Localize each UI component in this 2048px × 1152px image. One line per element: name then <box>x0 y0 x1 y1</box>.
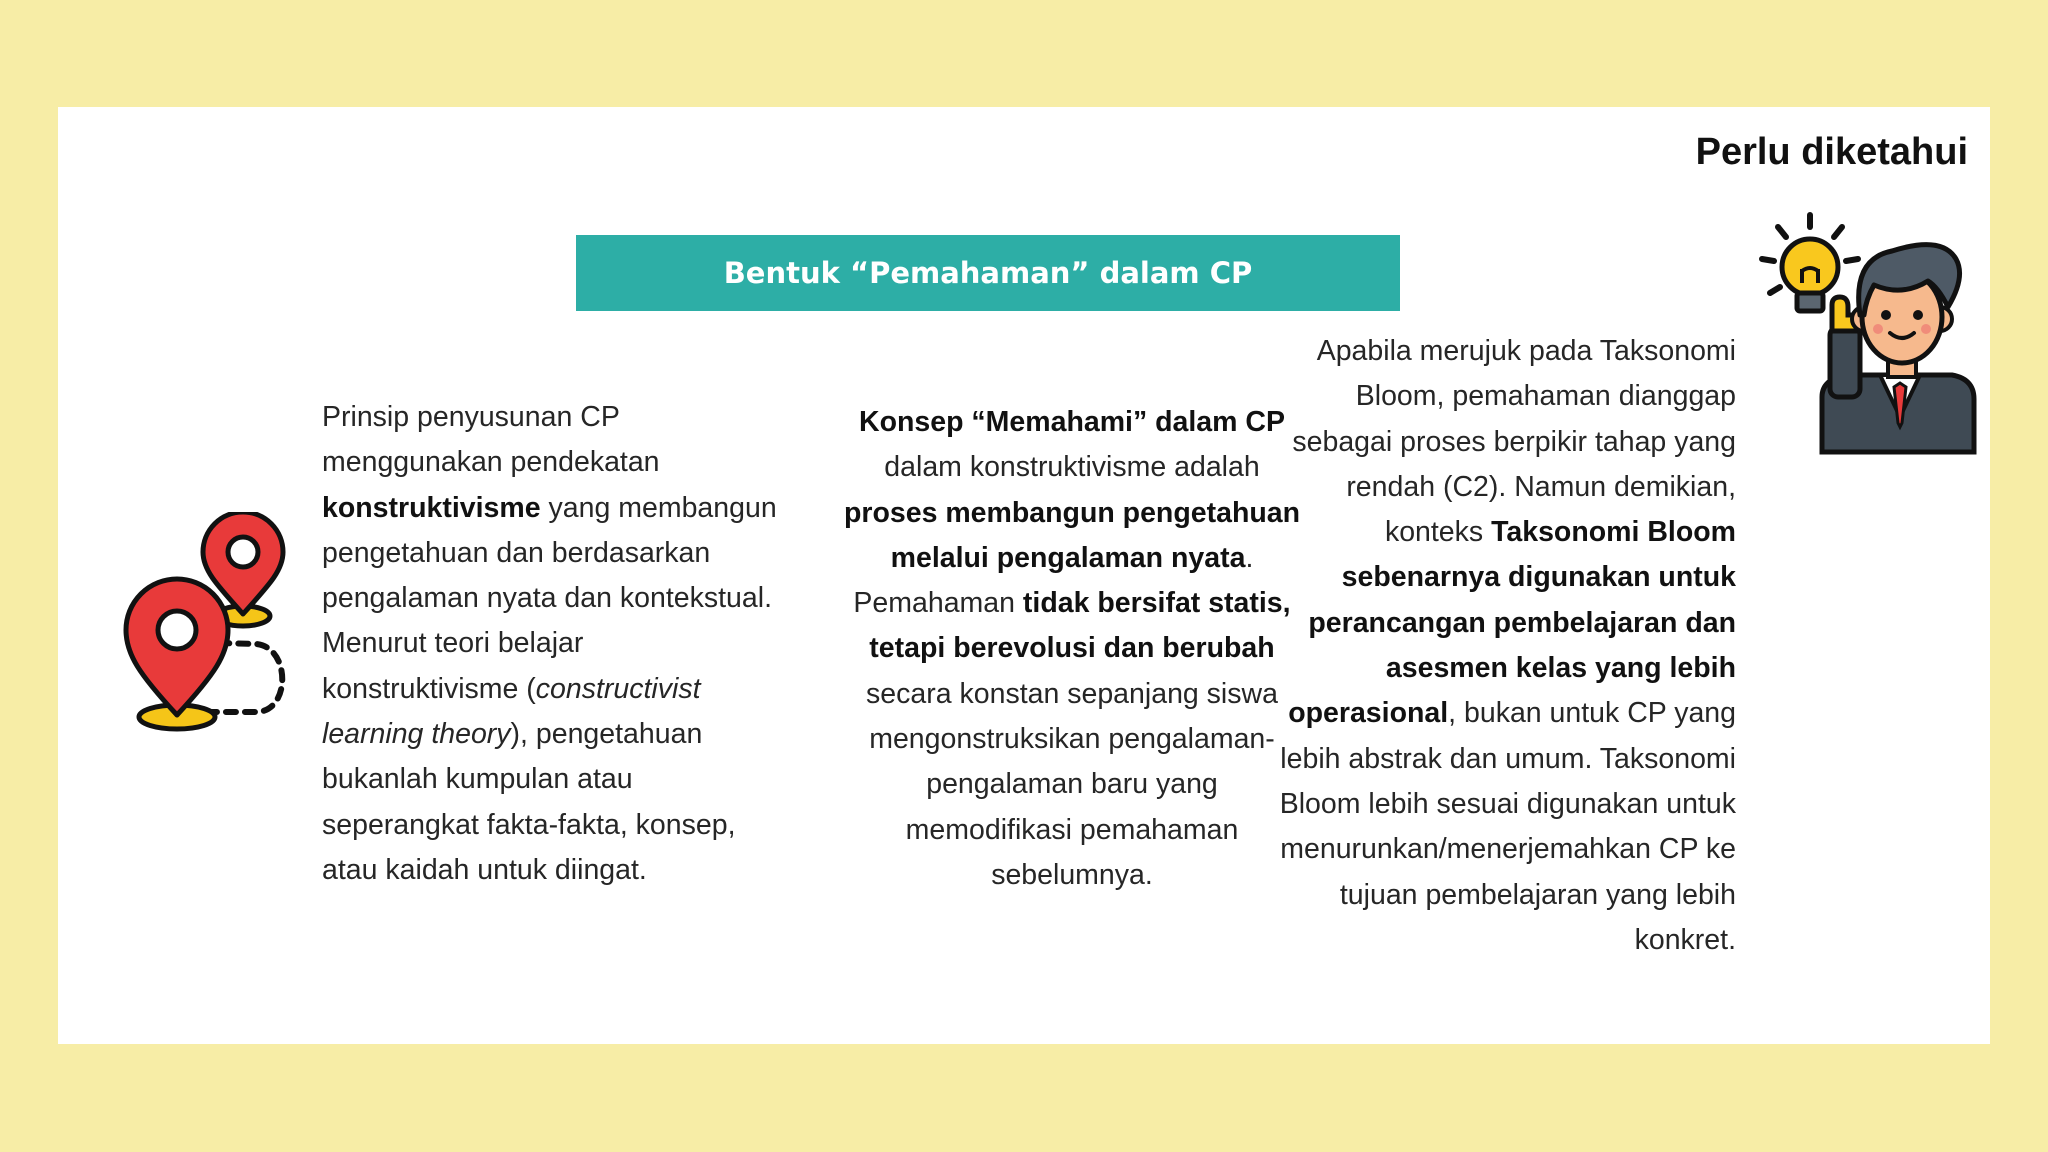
bold-term: melalui pengalaman nyata <box>890 541 1246 574</box>
text-run: yang membangun <box>540 491 777 524</box>
text-line: Bloom, pemahaman dianggap <box>1355 380 1736 413</box>
text-run: . <box>1245 541 1254 574</box>
text-line: Apabila merujuk pada Taksonomi <box>1316 335 1736 367</box>
text-line <box>322 667 792 712</box>
bold-term: tidak bersifat statis, <box>1022 587 1291 620</box>
text-line: Bloom lebih sesuai digunakan untuk <box>1279 787 1736 820</box>
bold-term: operasional <box>1288 697 1449 730</box>
text-run: konteks <box>1384 516 1492 549</box>
text-line <box>800 536 1344 581</box>
text-line: perancangan pembelajaran dan <box>1308 606 1736 639</box>
middle-paragraph <box>800 400 1344 898</box>
text-line: pengalaman nyata dan kontekstual. <box>322 582 772 615</box>
text-line: rendah (C2). Namun demikian, <box>1346 470 1736 503</box>
italic-term: constructivist <box>535 672 701 705</box>
corner-title: Perlu diketahui <box>1695 131 1968 173</box>
text-line: secara konstan sepanjang siswa <box>866 677 1278 710</box>
bold-term: konstruktivisme <box>322 491 541 524</box>
text-run: , bukan untuk CP yang <box>1448 697 1736 730</box>
left-paragraph <box>322 395 792 893</box>
text-line: sebelumnya. <box>991 858 1153 891</box>
italic-term: learning theory <box>322 718 511 751</box>
text-line <box>1274 691 1736 736</box>
text-line: mengonstruksikan pengalaman- <box>869 723 1275 756</box>
text-line: memodifikasi pemahaman <box>905 813 1239 846</box>
text-line: proses membangun pengetahuan <box>843 496 1301 529</box>
right-paragraph <box>1274 329 1736 963</box>
text-run: ), pengetahuan <box>510 718 703 751</box>
text-line <box>322 712 792 757</box>
text-line: sebenarnya digunakan untuk <box>1341 561 1736 594</box>
text-line: asesmen kelas yang lebih <box>1385 652 1736 685</box>
bold-term: Taksonomi Bloom <box>1491 516 1736 549</box>
slide <box>58 107 1990 1044</box>
text-line <box>800 581 1344 626</box>
text-line: lebih abstrak dan umum. Taksonomi <box>1280 742 1736 775</box>
text-line: seperangkat fakta-fakta, konsep, <box>322 808 736 841</box>
text-line <box>1274 510 1736 555</box>
text-line: Prinsip penyusunan CP <box>322 401 620 433</box>
text-line: konkret. <box>1634 923 1736 956</box>
text-run: Pemahaman <box>853 587 1023 620</box>
text-line: menggunakan pendekatan <box>322 446 660 479</box>
banner-title: Bentuk “Pemahaman” dalam CP <box>576 235 1400 311</box>
text-line: Menurut teori belajar <box>322 627 584 660</box>
text-line: pengalaman baru yang <box>926 768 1218 801</box>
text-line: Konsep “Memahami” dalam CP <box>858 406 1286 438</box>
text-line: sebagai proses berpikir tahap yang <box>1292 425 1736 458</box>
text-line: tujuan pembelajaran yang lebih <box>1339 878 1736 911</box>
text-line: bukanlah kumpulan atau <box>322 763 633 796</box>
text-line: tetapi berevolusi dan berubah <box>869 632 1275 665</box>
text-line <box>322 486 792 531</box>
text-line: pengetahuan dan berdasarkan <box>322 536 711 569</box>
text-line: atau kaidah untuk diingat. <box>322 853 647 886</box>
text-line: menurunkan/menerjemahkan CP ke <box>1280 833 1736 866</box>
text-run: konstruktivisme ( <box>322 672 536 705</box>
person-lightbulb-idea-icon <box>1752 207 1982 457</box>
map-pins-route-icon <box>66 512 288 732</box>
text-line: dalam konstruktivisme adalah <box>884 451 1260 484</box>
